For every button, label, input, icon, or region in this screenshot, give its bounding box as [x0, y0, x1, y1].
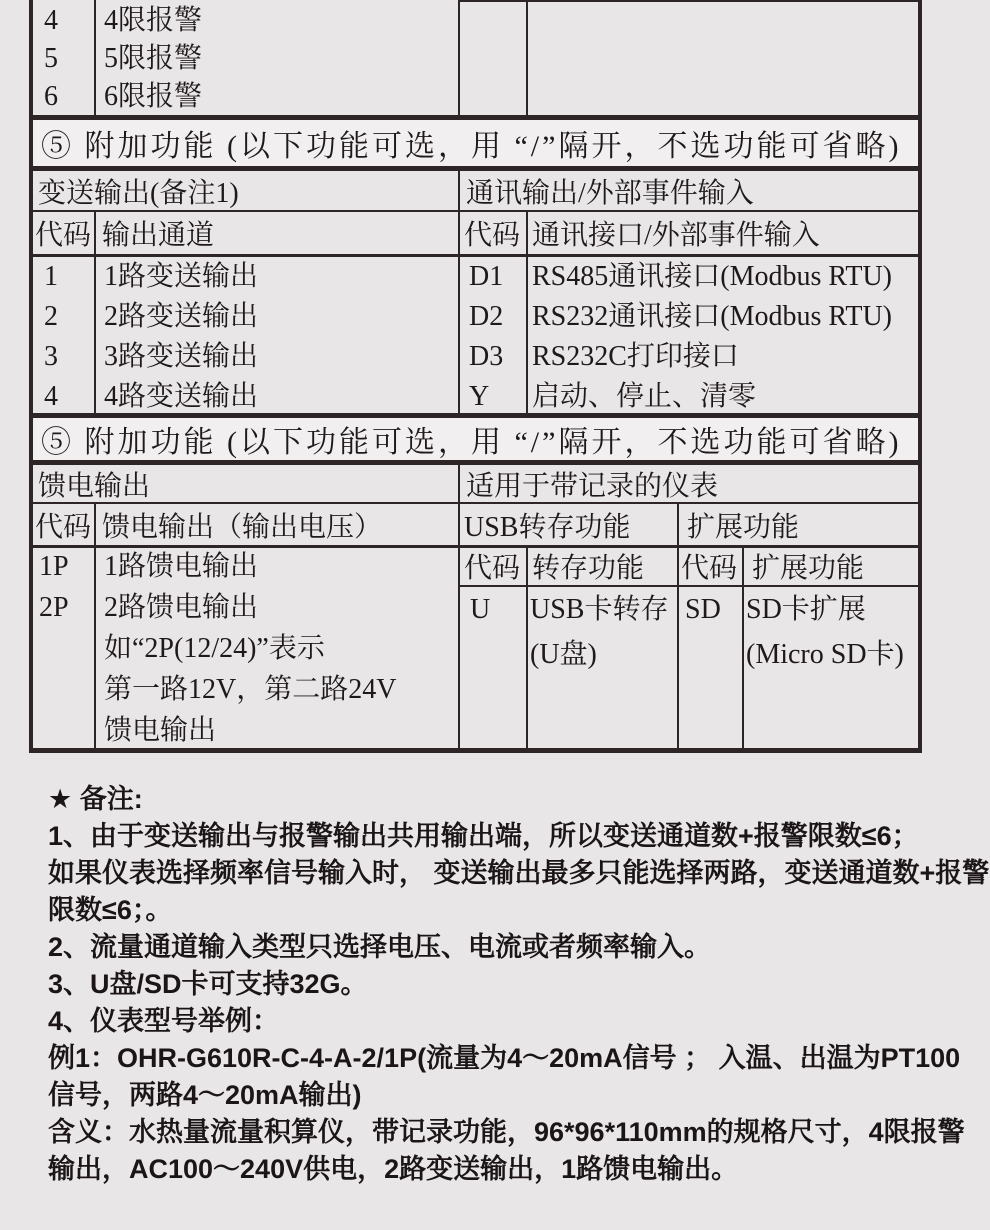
tableA-right-title: 通讯输出/外部事件输入: [466, 177, 754, 209]
remarks-block: [48, 781, 989, 1188]
alarm-code-column: [31, 2, 94, 116]
tableA-left-colhead-code: 代码: [35, 220, 92, 251]
transmit-label: 2路变送输出: [104, 301, 259, 332]
section5-band-2: [33, 418, 918, 460]
comm-label: RS485通讯接口(Modbus RTU): [532, 261, 893, 292]
remarks-line: 4、仪表型号举例：: [48, 1006, 280, 1036]
alarm-code: 4: [44, 5, 58, 36]
tableB-ext-colhead-label: 扩展功能: [752, 553, 865, 584]
tableB-ext-desc: [744, 587, 918, 677]
transmit-code: 1: [44, 261, 58, 292]
top-table-vline-mid: [458, 0, 460, 117]
tableB-ext-code-cell: [679, 587, 742, 632]
tableB-usb-colhead-label: 转存功能: [532, 553, 645, 584]
remarks-line: 输出，AC100～240V供电，2路变送输出，1路馈电输出。: [48, 1154, 739, 1184]
section5-band-1: [33, 120, 918, 166]
tableB-usb-title: USB转存功能: [464, 511, 631, 543]
alarm-label: 4限报警: [104, 5, 203, 36]
tableB-left-lines: [96, 546, 396, 751]
tableB-left-colhead-code: 代码: [35, 511, 92, 543]
remarks-line: 限数≤6；。: [48, 895, 173, 925]
usb-desc-line: USB卡转存: [530, 594, 669, 625]
tableB-usb-code-cell: [460, 587, 526, 632]
ext-desc-line: (Micro SD卡): [746, 639, 904, 670]
alarm-label: 6限报警: [104, 81, 203, 112]
remarks-line: 例1：OHR-G610R-C-4-A-2/1P(流量为4～20mA信号 ； 入温、出温为PT100: [48, 1043, 961, 1073]
comm-code: D1: [469, 261, 504, 292]
ext-code: SD: [685, 594, 721, 625]
tableB-usb-desc: [528, 587, 677, 677]
tableB-right-title: 适用于带记录的仪表: [466, 470, 719, 502]
tableA-right-codes: [460, 257, 526, 417]
remarks-line: 信号，两路4～20mA输出): [48, 1080, 362, 1110]
transmit-code: 3: [44, 341, 58, 372]
tableA-right-colhead-label: 通讯接口/外部事件输入: [532, 220, 820, 251]
tableA-left-title: 变送输出(备注1): [38, 177, 239, 209]
transmit-label: 3路变送输出: [104, 341, 259, 372]
power-label-line: 第一路12V，第二路24V: [104, 674, 397, 705]
ext-desc-line: SD卡扩展: [746, 594, 866, 625]
section5-title: ⑤ 附加功能 (以下功能可选，用 “/”隔开，不选功能可省略): [41, 130, 902, 163]
tableB-left-codes: [31, 546, 94, 628]
usb-desc-line: (U盘): [530, 639, 597, 670]
alarm-label-column: [96, 2, 202, 116]
top-table-vline-code2: [526, 0, 528, 117]
power-label-line: 1路馈电输出: [104, 551, 259, 582]
tableB-usb-colhead-code: 代码: [464, 553, 521, 584]
section5-title: ⑤ 附加功能 (以下功能可选，用 “/”隔开，不选功能可省略): [41, 426, 902, 459]
tableA-left-labels: [96, 257, 258, 417]
transmit-label: 4路变送输出: [104, 381, 259, 412]
usb-code: U: [470, 594, 491, 625]
alarm-code: 6: [44, 81, 58, 112]
tableB-left-title: 馈电输出: [38, 470, 151, 502]
comm-code: D2: [469, 301, 504, 332]
tableB-ext-title: 扩展功能: [687, 511, 800, 543]
transmit-code: 2: [44, 301, 58, 332]
transmit-label: 1路变送输出: [104, 261, 259, 292]
comm-label: 启动、停止、清零: [532, 381, 757, 412]
power-label-line: 如“2P(12/24)”表示: [104, 633, 325, 664]
comm-label: RS232通讯接口(Modbus RTU): [532, 301, 893, 332]
comm-label: RS232C打印接口: [532, 341, 739, 372]
remarks-line: 含义：水热量流量积算仪，带记录功能，96*96*110mm的规格尺寸，4限报警: [48, 1117, 965, 1147]
remarks-title: ★ 备注:: [48, 784, 143, 814]
remarks-line: 3、U盘/SD卡可支持32G。: [48, 969, 368, 999]
tableA-left-colhead-label: 输出通道: [102, 220, 215, 251]
power-label-line: 馈电输出: [104, 715, 217, 746]
tableA-left-codes: [31, 257, 94, 417]
transmit-code: 4: [44, 381, 58, 412]
tableA-right-colhead-code: 代码: [464, 220, 521, 251]
tableB-ext-colhead-code: 代码: [681, 553, 738, 584]
remarks-line: 2、流量通道输入类型只选择电压、电流或者频率输入。: [48, 932, 712, 962]
alarm-code: 5: [44, 43, 58, 74]
power-label-line: 2路馈电输出: [104, 592, 259, 623]
power-code: 1P: [39, 551, 69, 582]
outer-right-border: [918, 0, 922, 753]
power-code: 2P: [39, 592, 69, 623]
tableA-right-labels: [528, 257, 892, 417]
alarm-label: 5限报警: [104, 43, 203, 74]
tableB-left-colhead-label: 馈电输出（输出电压）: [102, 511, 383, 543]
comm-code: D3: [469, 341, 504, 372]
remarks-line: 1、由于变送输出与报警输出共用输出端，所以变送通道数+报警限数≤6；: [48, 821, 919, 851]
remarks-line: 如果仪表选择频率信号输入时， 变送输出最多只能选择两路，变送通道数+报警: [48, 858, 990, 888]
comm-code: Y: [469, 381, 490, 412]
